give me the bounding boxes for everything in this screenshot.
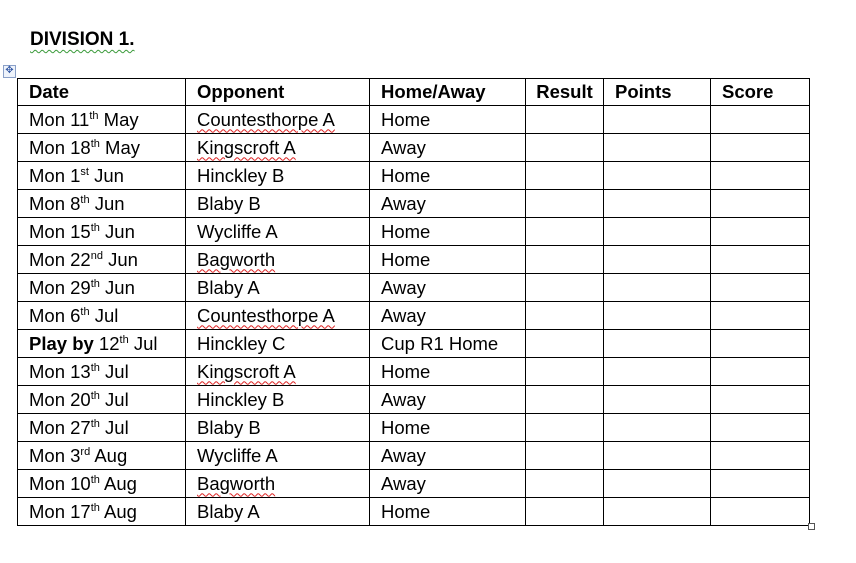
venue-cell[interactable]: Away (370, 274, 526, 302)
date-cell[interactable] (18, 358, 186, 386)
date-month: Jul (99, 360, 129, 382)
date-prefix: Play by (29, 332, 94, 354)
header-result: Result (526, 79, 604, 106)
table-row (18, 498, 810, 526)
date-cell[interactable] (18, 470, 186, 498)
points-cell[interactable] (604, 414, 711, 442)
opponent-cell[interactable] (186, 106, 370, 134)
score-cell[interactable] (711, 414, 810, 442)
score-cell[interactable] (711, 190, 810, 218)
date-suffix: th (90, 361, 100, 374)
opponent-cell[interactable] (186, 274, 370, 302)
score-cell[interactable] (711, 106, 810, 134)
date-day: Mon 18 (29, 136, 91, 158)
opponent-name: Bagworth (197, 472, 276, 494)
date-suffix: rd (80, 445, 91, 458)
venue-cell[interactable]: Away (370, 134, 526, 162)
date-cell[interactable] (18, 330, 186, 358)
header-score: Score (711, 79, 810, 106)
opponent-cell[interactable] (186, 358, 370, 386)
result-cell[interactable] (526, 190, 604, 218)
opponent-name: Bagworth (197, 248, 276, 270)
score-cell[interactable] (711, 246, 810, 274)
opponent-name: Wycliffe A (197, 220, 278, 242)
date-day: 12 (93, 332, 120, 354)
date-suffix: th (90, 221, 100, 234)
points-cell[interactable] (604, 162, 711, 190)
opponent-name: Blaby A (197, 500, 260, 522)
points-cell[interactable] (604, 442, 711, 470)
opponent-cell[interactable] (186, 330, 370, 358)
result-cell[interactable] (526, 302, 604, 330)
date-month: Jun (88, 164, 124, 186)
venue-cell[interactable]: Away (370, 386, 526, 414)
date-month: Jul (89, 304, 119, 326)
points-cell[interactable] (604, 470, 711, 498)
date-cell[interactable] (18, 162, 186, 190)
date-month: Jun (99, 276, 135, 298)
date-month: Aug (99, 472, 137, 494)
venue-cell[interactable]: Away (370, 190, 526, 218)
table-body (18, 106, 810, 526)
result-cell[interactable] (526, 414, 604, 442)
date-cell[interactable] (18, 106, 186, 134)
result-cell[interactable] (526, 162, 604, 190)
page-heading: DIVISION 1. (30, 29, 135, 50)
date-suffix: nd (90, 249, 103, 262)
header-home-away: Home/Away (370, 79, 526, 106)
date-suffix: th (90, 417, 100, 430)
result-cell[interactable] (526, 330, 604, 358)
date-day: Mon 29 (29, 276, 91, 298)
opponent-cell[interactable] (186, 414, 370, 442)
points-cell[interactable] (604, 302, 711, 330)
points-cell[interactable] (604, 246, 711, 274)
date-day: Mon 27 (29, 416, 91, 438)
venue-cell[interactable]: Cup R1 Home (370, 330, 526, 358)
opponent-cell[interactable] (186, 386, 370, 414)
points-cell[interactable] (604, 190, 711, 218)
score-cell[interactable] (711, 358, 810, 386)
points-cell[interactable] (604, 498, 711, 526)
date-suffix: th (90, 389, 100, 402)
date-cell[interactable] (18, 190, 186, 218)
date-month: Jul (99, 416, 129, 438)
score-cell[interactable] (711, 218, 810, 246)
date-month: May (98, 108, 139, 130)
date-month: Jul (99, 388, 129, 410)
date-cell[interactable] (18, 386, 186, 414)
date-cell[interactable] (18, 442, 186, 470)
table-row (18, 330, 810, 358)
table-row (18, 386, 810, 414)
date-suffix: th (89, 109, 99, 122)
opponent-name: Countesthorpe A (197, 304, 335, 326)
resize-handle-icon[interactable] (808, 523, 815, 530)
opponent-cell[interactable] (186, 442, 370, 470)
date-suffix: th (80, 193, 90, 206)
score-cell[interactable] (711, 134, 810, 162)
opponent-name: Hinckley B (197, 388, 285, 410)
venue-cell[interactable]: Home (370, 162, 526, 190)
score-cell[interactable] (711, 498, 810, 526)
table-row (18, 274, 810, 302)
opponent-name: Hinckley C (197, 332, 286, 354)
date-day: Mon 11 (29, 108, 90, 130)
result-cell[interactable] (526, 442, 604, 470)
table-row (18, 358, 810, 386)
date-cell[interactable] (18, 274, 186, 302)
date-month: Jun (102, 248, 138, 270)
opponent-cell[interactable] (186, 470, 370, 498)
opponent-name: Kingscroft A (197, 136, 296, 158)
date-month: Jul (128, 332, 158, 354)
date-month: Aug (99, 500, 137, 522)
venue-cell[interactable]: Home (370, 498, 526, 526)
result-cell[interactable] (526, 386, 604, 414)
date-day: Mon 10 (29, 472, 91, 494)
points-cell[interactable] (604, 106, 711, 134)
result-cell[interactable] (526, 134, 604, 162)
result-cell[interactable] (526, 358, 604, 386)
date-cell[interactable] (18, 218, 186, 246)
opponent-cell[interactable] (186, 218, 370, 246)
table-row (18, 218, 810, 246)
header-row (18, 79, 810, 106)
opponent-name: Wycliffe A (197, 444, 278, 466)
venue-cell[interactable]: Away (370, 302, 526, 330)
opponent-cell[interactable] (186, 162, 370, 190)
points-cell[interactable] (604, 134, 711, 162)
date-day: Mon 20 (29, 388, 91, 410)
result-cell[interactable] (526, 274, 604, 302)
points-cell[interactable] (604, 274, 711, 302)
table-row (18, 470, 810, 498)
table-row (18, 162, 810, 190)
date-day: Mon 8 (29, 192, 81, 214)
venue-cell[interactable]: Away (370, 470, 526, 498)
score-cell[interactable] (711, 274, 810, 302)
venue-cell[interactable]: Away (370, 442, 526, 470)
opponent-cell[interactable] (186, 134, 370, 162)
header-opponent: Opponent (186, 79, 370, 106)
date-cell[interactable] (18, 246, 186, 274)
table-row (18, 134, 810, 162)
date-cell[interactable] (18, 134, 186, 162)
points-cell[interactable] (604, 218, 711, 246)
table-row (18, 190, 810, 218)
date-suffix: th (90, 137, 100, 150)
date-day: Mon 17 (29, 500, 91, 522)
opponent-cell[interactable] (186, 498, 370, 526)
date-cell[interactable] (18, 302, 186, 330)
venue-cell[interactable]: Home (370, 106, 526, 134)
result-cell[interactable] (526, 470, 604, 498)
score-cell[interactable] (711, 470, 810, 498)
date-suffix: th (80, 305, 90, 318)
date-suffix: st (80, 165, 89, 178)
score-cell[interactable] (711, 330, 810, 358)
date-suffix: th (90, 277, 100, 290)
date-day: Mon 3 (29, 444, 81, 466)
date-day: Mon 13 (29, 360, 91, 382)
opponent-name: Countesthorpe A (197, 108, 335, 130)
score-cell[interactable] (711, 386, 810, 414)
venue-cell[interactable]: Home (370, 218, 526, 246)
points-cell[interactable] (604, 386, 711, 414)
table-row (18, 106, 810, 134)
opponent-name: Kingscroft A (197, 360, 296, 382)
result-cell[interactable] (526, 218, 604, 246)
opponent-name: Blaby B (197, 416, 261, 438)
result-cell[interactable] (526, 106, 604, 134)
points-cell[interactable] (604, 358, 711, 386)
header-date: Date (18, 79, 186, 106)
date-day: Mon 6 (29, 304, 81, 326)
date-cell[interactable] (18, 414, 186, 442)
opponent-cell[interactable] (186, 190, 370, 218)
date-month: Jun (99, 220, 135, 242)
table-row (18, 246, 810, 274)
opponent-name: Hinckley B (197, 164, 285, 186)
date-suffix: th (90, 501, 100, 514)
venue-cell[interactable]: Home (370, 414, 526, 442)
move-arrows-icon[interactable]: ✥ (3, 65, 16, 78)
points-cell[interactable] (604, 330, 711, 358)
date-month: May (99, 136, 140, 158)
venue-cell[interactable]: Home (370, 246, 526, 274)
score-cell[interactable] (711, 162, 810, 190)
date-day: Mon 15 (29, 220, 91, 242)
fixtures-table (17, 78, 810, 526)
result-cell[interactable] (526, 498, 604, 526)
score-cell[interactable] (711, 442, 810, 470)
table-row (18, 414, 810, 442)
date-day: Mon 22 (29, 248, 91, 270)
result-cell[interactable] (526, 246, 604, 274)
opponent-cell[interactable] (186, 302, 370, 330)
date-cell[interactable] (18, 498, 186, 526)
table-row (18, 442, 810, 470)
date-suffix: th (90, 473, 100, 486)
score-cell[interactable] (711, 302, 810, 330)
table-row (18, 302, 810, 330)
header-points: Points (604, 79, 711, 106)
opponent-name: Blaby A (197, 276, 260, 298)
opponent-name: Blaby B (197, 192, 261, 214)
date-day: Mon 1 (29, 164, 81, 186)
venue-cell[interactable]: Home (370, 358, 526, 386)
date-month: Jun (89, 192, 125, 214)
date-month: Aug (90, 444, 128, 466)
opponent-cell[interactable] (186, 246, 370, 274)
date-suffix: th (119, 333, 129, 346)
